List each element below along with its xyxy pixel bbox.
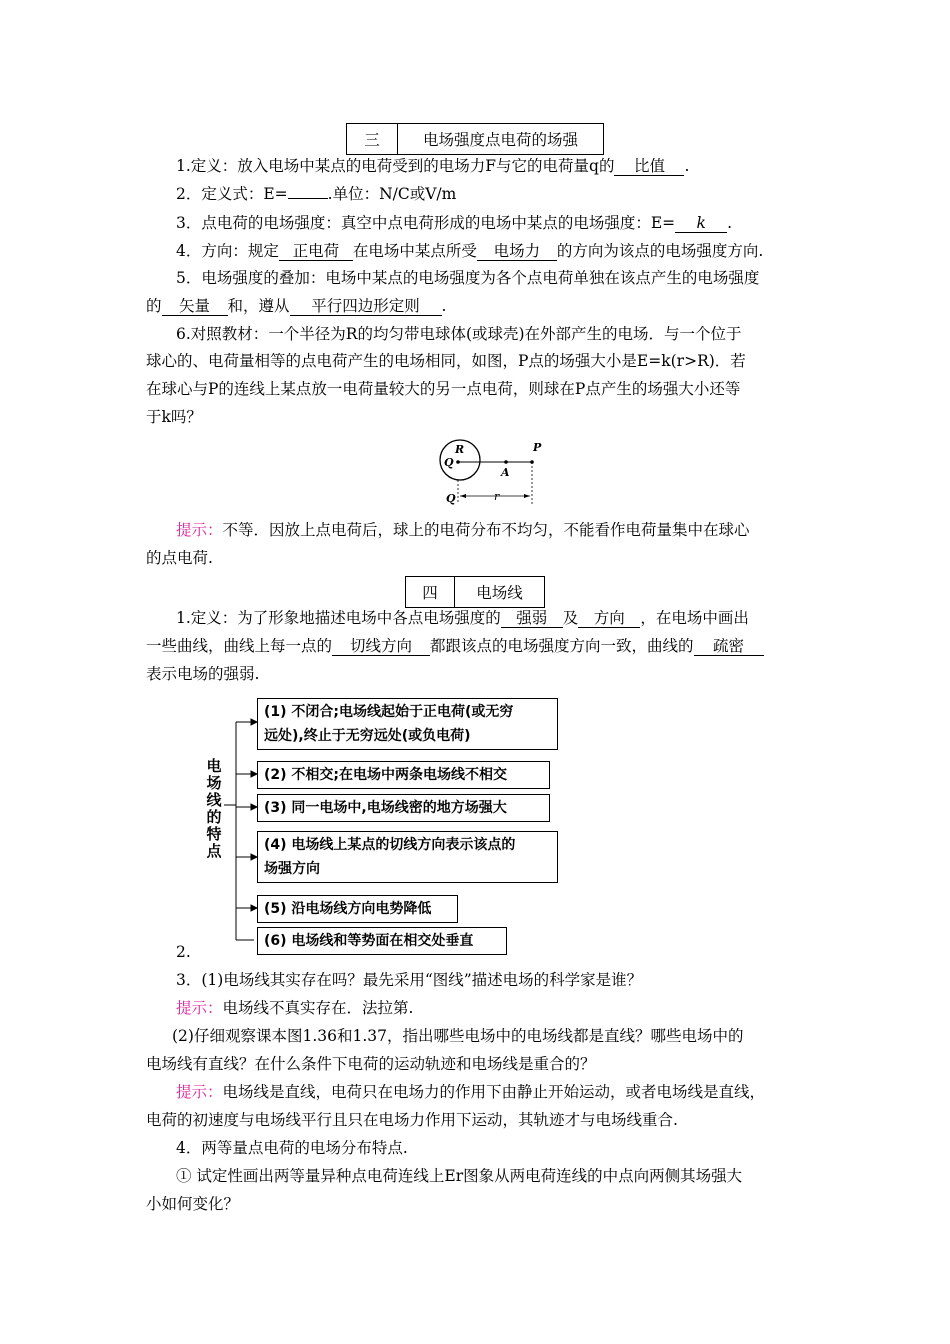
answer-blank: 切线方向 [332,637,430,656]
question-6-line-4: 于k吗？ [146,408,202,426]
question-6-line-2: 球心的、电荷量相等的点电荷产生的电场相同，如图，P点的场强大小是E=k(r>R)．若 [146,352,746,370]
section-number: 四 [406,577,455,607]
text: 及 [562,609,579,627]
feature-text: (6) 电场线和等势面在相交处垂直 [264,933,474,949]
answer-blank: 疏密 [694,637,764,656]
section-header-3 [346,123,604,155]
answer-blank: 平行四边形定则 [290,297,442,316]
text: 的 [146,297,162,315]
field-line-def-2 [146,635,816,657]
sphere-field-figure [432,436,552,510]
question-4-1-line-1: ① 试定性画出两等量异种点电荷连线上Er图象从两电荷连线的中点向两侧其场强大 [176,1167,743,1185]
feature-box-2 [257,761,550,789]
label-p: P [533,441,542,454]
label-a: A [501,466,510,479]
hint-line-1 [176,519,816,541]
answer-blank: 矢量 [162,297,228,316]
text: 电场线不真实存在．法拉第. [222,999,414,1017]
hint-label: 提示： [176,999,223,1017]
answer-blank: 正电荷 [279,242,353,261]
field-line-def-1 [176,607,816,629]
superposition-line-1: 5．电场强度的叠加：电场中某点的电场强度为各个点电荷单独在该点产生的电场强度 [176,269,760,287]
question-4-1-line-2: 小如何变化？ [146,1195,240,1213]
question-6-line-3: 在球心与P的连线上某点放一电荷量较大的另一点电荷，则球在P点产生的场强大小还等 [146,380,741,398]
diagram-label: 电场线的特点 [206,757,222,860]
feature-text: (2) 不相交;在电场中两条电场线不相交 [264,767,508,783]
empty-blank [288,198,328,199]
feature-box-3 [257,794,550,822]
hint-label: 提示： [176,521,223,539]
point-a-dot [504,460,508,464]
hint-3-1 [176,997,816,1019]
text: . [727,214,733,232]
hint-label: 提示： [176,1083,223,1101]
text: .单位：N/C或V/m [327,185,457,203]
section-title: 电场强度点电荷的场强 [422,131,578,149]
text: 1.定义：放入电场中某点的电荷受到的电场力F与它的电荷量q的 [176,157,615,175]
answer-blank: 比值 [614,157,684,176]
formula-line [176,183,816,205]
center-dot [456,460,460,464]
question-3-2-line-2: 电场线有直线？在什么条件下电荷的运动轨迹和电场线是重合的？ [146,1055,596,1073]
direction-line [176,240,816,262]
question-6-line-1: 6.对照教材：一个半径为R的均匀带电球体(或球壳)在外部产生的电场．与一个位于 [176,325,742,343]
feature-text: (5) 沿电场线方向电势降低 [264,901,432,917]
label-r-radius: R [455,443,465,456]
text: 一些曲线，曲线上每一点的 [146,637,333,655]
features-bracket [220,700,260,950]
text: . [441,297,447,315]
feature-box-5 [257,895,458,923]
text: 不等．因放上点电荷后，球上的电荷分布不均匀，不能看作电荷量集中在球心 [222,521,750,539]
field-line-def-3: 表示电场的强弱. [146,665,260,683]
text: 和，遵从 [227,297,290,315]
text: 2．定义式：E= [176,185,288,203]
section-title: 电场线 [476,584,523,602]
label-q-top: Q [444,456,454,469]
feature-box-4 [257,831,558,883]
item-2-label: 2. [176,943,191,961]
text: 的方向为该点的电场强度方向. [556,242,764,260]
section-number: 三 [347,124,398,154]
text: 在电场中某点所受 [352,242,477,260]
hint-3-2-line-2: 电荷的初速度与电场线平行且只在电场力作用下运动，其轨迹才与电场线重合. [146,1111,678,1129]
feature-text: (1) 不闭合;电场线起始于正电荷(或无穷 [264,704,514,720]
text: ，在电场中画出 [640,609,749,627]
text: 1.定义：为了形象地描述电场中各点电场强度的 [176,609,501,627]
feature-text: 远处),终止于无穷远处(或负电荷) [264,728,471,744]
text: 都跟该点的电场强度方向一致，曲线的 [430,637,694,655]
feature-text: (3) 同一电场中,电场线密的地方场强大 [264,800,507,816]
label-q-bottom: Q [446,492,456,505]
question-4: 4．两等量点电荷的电场分布特点. [176,1139,408,1157]
answer-blank: 电场力 [477,242,557,261]
question-3-2-line-1: (2)仔细观察课本图1.36和1.37，指出哪些电场中的电场线都是直线？哪些电场中的 [172,1027,744,1045]
feature-box-1 [257,698,558,750]
text: 3．点电荷的电场强度：真空中点电荷形成的电场中某点的电场强度：E= [176,214,676,232]
point-charge-line [176,212,816,234]
text: . [684,157,690,175]
section-header-4 [405,576,545,608]
label-r-distance: r [494,490,500,503]
feature-text: 场强方向 [264,861,320,877]
text: 4．方向：规定 [176,242,279,260]
definition-line [176,155,816,177]
superposition-line-2 [146,295,816,317]
text: 电场线是直线，电荷只在电场力的作用下由静止开始运动，或者电场线是直线， [222,1083,766,1101]
answer-blank: k [675,214,727,233]
feature-text: (4) 电场线上某点的切线方向表示该点的 [264,837,516,853]
answer-blank: 强弱 [501,609,563,628]
hint-line-2: 的点电荷. [146,549,213,567]
question-3-1: 3．(1)电场线其实存在吗？最先采用“图线”描述电场的科学家是谁？ [176,971,643,989]
answer-blank: 方向 [578,609,640,628]
hint-3-2-line-1 [176,1081,816,1103]
